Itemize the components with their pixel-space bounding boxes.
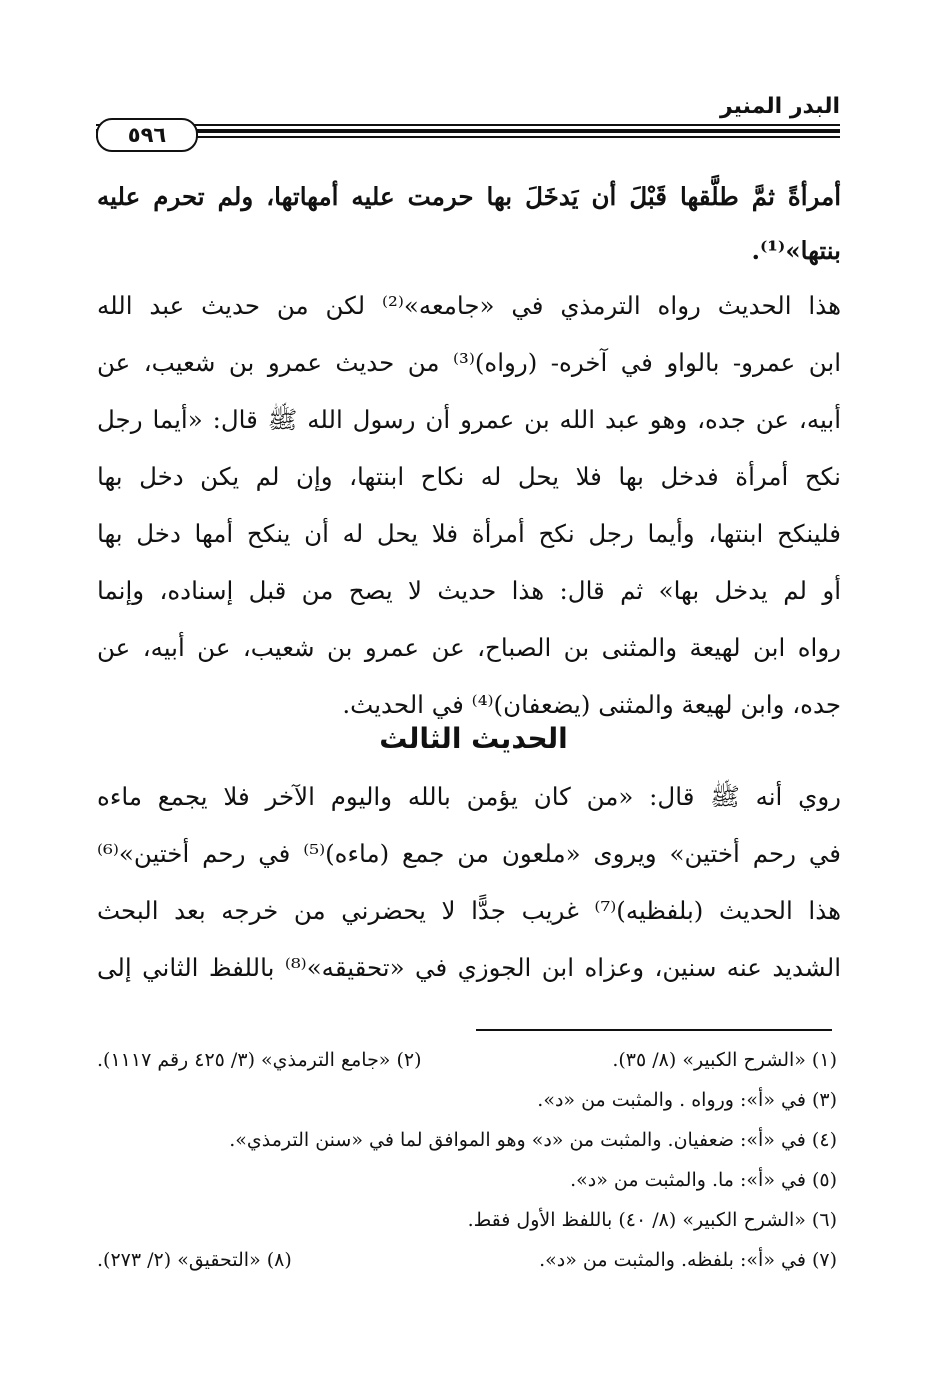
text-line: أو لم يدخل بها» ثم قال: هذا حديث لا يصح من قبل إسناده، وإنما xyxy=(97,576,841,605)
running-title: البدر المنير xyxy=(719,94,840,119)
footnote-2: (٢) «جامع الترمذي» (٣/ ٤٢٥ رقم ١١١٧). xyxy=(97,1049,422,1071)
page-number: ٥٩٦ xyxy=(96,118,198,152)
text-line: فلينكح ابنتها، وأيما رجل نكح أمرأة فلا يحل له أن ينكح أمها دخل بها xyxy=(97,519,841,548)
text-line: نكح أمرأة فدخل بها فلا يحل له نكاح ابنتها، وإن لم يكن دخل بها xyxy=(97,462,841,491)
text-line: رواه ابن لهيعة والمثنى بن الصباح، عن عمرو بن شعيب، عن أبيه، عن xyxy=(97,633,841,662)
footnote-7: (٧) في «أ»: بلفظه. والمثبت من «د». xyxy=(539,1249,837,1271)
footnote-row xyxy=(97,1120,837,1160)
footnote-5: (٥) في «أ»: ما. والمثبت من «د». xyxy=(570,1169,837,1191)
header-rule-middle xyxy=(96,129,840,133)
footnotes xyxy=(97,1040,837,1280)
footnote-row xyxy=(97,1040,837,1080)
text-line: أمرأةً ثمَّ طلَّقها قَبْلَ أن يَدخَلَ بها حرمت عليه أمهاتها، ولم تحرم عليه xyxy=(97,182,841,211)
second-text-block xyxy=(97,768,841,996)
footnote-4: (٤) في «أ»: ضعفيان. والمثبت من «د» وهو الموافق لما في «سنن الترمذي». xyxy=(229,1129,837,1151)
header-rule-bottom xyxy=(96,136,840,138)
text-line: روي أنه ﷺ قال: «من كان يؤمن بالله واليوم الآخر فلا يجمع ماءه xyxy=(97,782,841,811)
text-line: أبيه، عن جده، وهو عبد الله بن عمرو أن رسول الله ﷺ قال: «أيما رجل xyxy=(97,405,841,434)
text-line: جده، وابن لهيعة والمثنى (يضعفان)⁽⁴⁾ في الحديث. xyxy=(342,690,841,719)
footnote-1: (١) «الشرح الكبير» (٨/ ٣٥). xyxy=(612,1049,837,1071)
footnote-row xyxy=(97,1240,837,1280)
footnote-3: (٣) في «أ»: ورواه . والمثبت من «د». xyxy=(537,1089,837,1111)
text-line: الشديد عنه سنين، وعزاه ابن الجوزي في «تحقيقه»⁽⁸⁾ باللفظ الثاني إلى xyxy=(97,953,841,982)
footnote-row xyxy=(97,1200,837,1240)
header-rule-top xyxy=(96,124,840,126)
text-line: في رحم أختين» ويروى «ملعون من جمع (ماءه)⁽⁵⁾ في رحم أختين»⁽⁶⁾ xyxy=(97,839,841,868)
footnote-row xyxy=(97,1160,837,1200)
footnote-8: (٨) «التحقيق» (٢/ ٢٧٣). xyxy=(97,1249,292,1271)
text-line: ابن عمرو- بالواو في آخره- (رواه)⁽³⁾ من حديث عمرو بن شعيب، عن xyxy=(97,348,841,377)
page-header xyxy=(96,78,840,148)
footnote-row xyxy=(97,1080,837,1120)
footnote-separator xyxy=(476,1029,832,1031)
text-line: هذا الحديث (بلفظيه)⁽⁷⁾ غريب جدًّا لا يحضرني من خرجه بعد البحث xyxy=(97,896,841,925)
section-heading: الحديث الثالث xyxy=(379,722,568,755)
footnote-6: (٦) «الشرح الكبير» (٨/ ٤٠) باللفظ الأول فقط. xyxy=(467,1209,837,1231)
text-line: بنتها»⁽¹⁾. xyxy=(751,236,841,265)
main-text-block xyxy=(97,168,841,733)
text-line: هذا الحديث رواه الترمذي في «جامعه»⁽²⁾ لكن من حديث عبد الله xyxy=(97,291,841,320)
